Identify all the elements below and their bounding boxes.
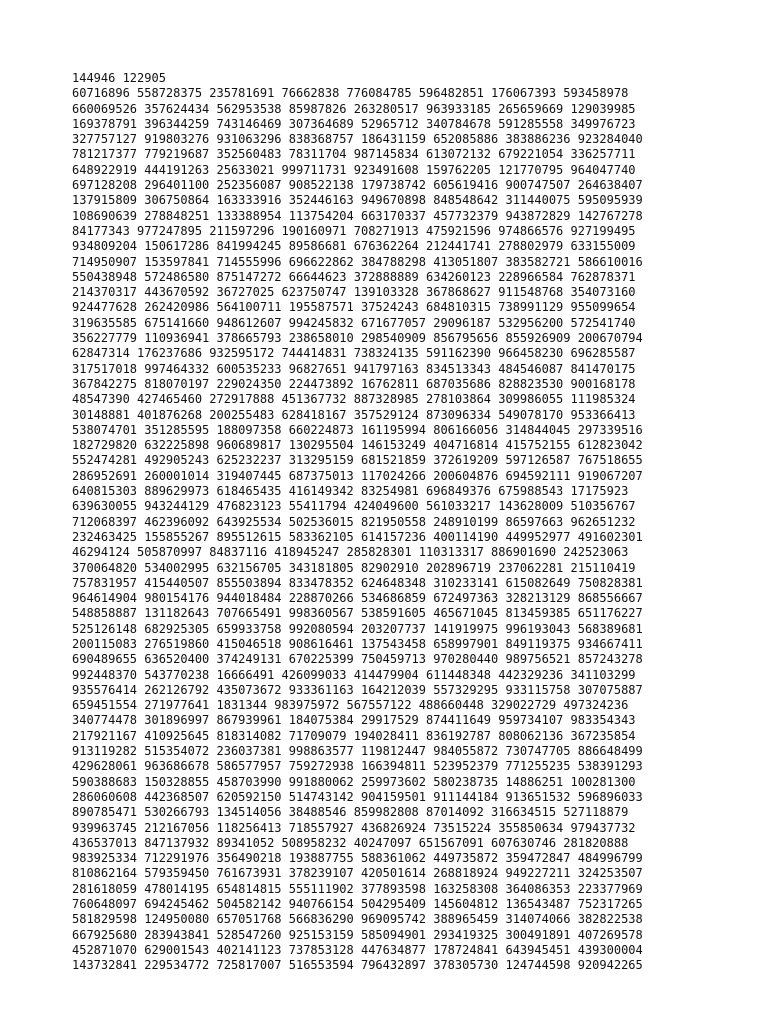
number-line: 200115083 276519860 415046518 908616461 137543458 658997901 849119375 934667411 <box>72 636 643 651</box>
number-line: 660069526 357624434 562953538 85987826 263280517 963933185 265659669 129039985 <box>72 101 636 116</box>
number-line: 30148881 401876268 200255483 628418167 357529124 873096334 549078170 953366413 <box>72 407 636 422</box>
number-line: 214370317 443670592 36727025 623750747 139103328 367868627 911548768 354073160 <box>72 285 636 300</box>
number-line: 964614904 980154176 944018484 228870266 534686859 672497363 328213129 868556667 <box>72 591 643 606</box>
number-line: 697128208 296401100 252356087 908522138 179738742 605619416 900747507 264638407 <box>72 178 643 193</box>
number-line: 690489655 636520400 374249131 670225399 750459713 970280440 989756521 857243278 <box>72 652 643 667</box>
number-line: 760648097 694245462 504582142 940766154 504295409 145604812 136543487 752317265 <box>72 897 643 912</box>
number-line: 552474281 492905243 625232237 313295159 681521859 372619209 597126587 767518655 <box>72 453 643 468</box>
number-line: 640815303 889629973 618465435 416149342 83254981 696849376 675988543 17175923 <box>72 484 629 499</box>
number-line: 340774478 301896997 867939961 184075384 29917529 874411649 959734107 983354343 <box>72 713 636 728</box>
number-line: 182729820 632225898 960689817 130295504 146153249 404716814 415752155 612823042 <box>72 438 643 453</box>
number-line: 913119282 515354072 236037381 998863577 119812447 984055872 730747705 886648499 <box>72 744 643 759</box>
number-line: 84177343 977247895 211597296 190160971 708271913 475921596 974866576 927199495 <box>72 223 636 238</box>
number-line: 46294124 505870997 84837116 418945247 285828301 110313317 886901690 242523063 <box>72 545 629 560</box>
number-line: 639630055 943244129 476823123 55411794 424049600 561033217 143628009 510356767 <box>72 499 636 514</box>
number-line: 757831957 415440507 855503894 833478352 624648348 310233141 615082649 750828381 <box>72 575 643 590</box>
number-line: 992448370 543770238 16666491 426099033 414479904 611448348 442329236 341103299 <box>72 667 636 682</box>
number-line: 934809204 150617286 841994245 89586681 676362264 212441741 278802979 633155009 <box>72 239 636 254</box>
number-line: 286060608 442368507 620592150 514743142 904159501 911144184 913651532 596896033 <box>72 789 643 804</box>
number-line: 429628061 963686678 586577957 759272938 166394811 523952379 771255235 538391293 <box>72 759 643 774</box>
number-line: 525126148 682925305 659933758 992080594 203207737 141919975 996193043 568389681 <box>72 621 643 636</box>
number-line: 983925334 712291976 356490218 193887755 588361062 449735872 359472847 484996799 <box>72 851 643 866</box>
number-line: 319635585 675141660 948612607 994245832 671677057 29096187 532956200 572541740 <box>72 315 636 330</box>
number-line: 232463425 155855267 895512615 583362105 614157236 400114190 449952977 491602301 <box>72 529 643 544</box>
number-line: 659451554 271977641 1831344 983975972 567557122 488660448 329022729 497324236 <box>72 698 629 713</box>
number-line: 286952691 260001014 319407445 687375013 117024266 200604876 694592111 919067207 <box>72 468 643 483</box>
number-line: 60716896 558728375 235781691 76662838 776084785 596482851 176067393 593458978 <box>72 86 629 101</box>
number-line: 781217377 779219687 352560483 78311704 987145834 613072132 679221054 336257711 <box>72 147 636 162</box>
number-line: 667925680 283943841 528547260 925153159 585094901 293419325 300491891 407269578 <box>72 927 643 942</box>
number-line: 143732841 229534772 725817007 516553594 796432897 378305730 124744598 920942265 <box>72 958 643 973</box>
number-line: 281618059 478014195 654814815 555111902 377893598 163258308 364086353 223377969 <box>72 881 643 896</box>
number-line: 452871070 629001543 402141123 737853128 447634877 178724841 643945451 439300004 <box>72 942 643 957</box>
number-line: 890785471 530266793 134514056 38488546 859982808 87014092 316634515 527118879 <box>72 805 629 820</box>
number-line: 144946 122905 <box>72 71 166 85</box>
number-line: 590388683 150328855 458703990 991880062 259973602 580238735 14886251 100281300 <box>72 774 636 789</box>
number-line: 548858887 131182643 707665491 998360567 538591605 465671045 813459385 651176227 <box>72 606 643 621</box>
number-line: 538074701 351285595 188097358 660224873 161195994 806166056 314844045 297339516 <box>72 422 643 437</box>
number-line: 924477628 262420986 564100711 195587571 37524243 684810315 738991129 955099654 <box>72 300 636 315</box>
number-line: 356227779 110936941 378665793 238658010 298540909 856795656 855926909 200670794 <box>72 331 643 346</box>
number-line: 327757127 919803276 931063296 838368757 186431159 652085886 383886236 923284040 <box>72 132 643 147</box>
number-line: 550438948 572486580 875147272 66644623 372888889 634260123 228966584 762878371 <box>72 269 636 284</box>
number-line: 169378791 396344259 743146469 307364689 52965712 340784678 591285558 349976723 <box>72 116 636 131</box>
number-line: 935576414 262126792 435073672 933361163 164212039 557329295 933115758 307075887 <box>72 682 643 697</box>
number-line: 317517018 997464332 600535233 96827651 941797163 834513343 484546087 841470175 <box>72 361 636 376</box>
number-line: 370064820 534002995 632156705 343181805 82902910 202896719 237062281 215110419 <box>72 560 636 575</box>
number-line: 939963745 212167056 118256413 718557927 436826924 73515224 355850634 979437732 <box>72 820 636 835</box>
number-line: 810862164 579359450 761673931 378239107 420501614 268818924 949227211 324253507 <box>72 866 643 881</box>
number-line: 367842275 818070197 229024350 224473892 16762811 687035686 828823530 900168178 <box>72 376 636 391</box>
number-line: 714950907 153597841 714555996 696622862 384788298 413051807 383582721 586610016 <box>72 254 643 269</box>
number-line: 712068397 462396092 643925534 502536015 821950558 248910199 86597663 962651232 <box>72 514 636 529</box>
number-line: 648922919 444191263 25633021 999711731 923491608 159762205 121770795 964047740 <box>72 162 636 177</box>
number-line: 217921167 410925645 818314082 71709079 194028411 836192787 808062136 367235854 <box>72 728 636 743</box>
number-line: 62847314 176237686 932595172 744414831 738324135 591162390 966458230 696285587 <box>72 346 636 361</box>
number-line: 48547390 427465460 272917888 451367732 887328985 278103864 309986055 111985324 <box>72 392 636 407</box>
number-line: 108690639 278848251 133388954 113754204 663170337 457732379 943872829 142767278 <box>72 208 643 223</box>
number-line: 581829598 124950080 657051768 566836290 969095742 388965459 314074066 382822538 <box>72 912 643 927</box>
number-lines-block <box>72 71 643 974</box>
number-line: 137915809 306750864 163333916 352446163 949670898 848548642 311440075 595095939 <box>72 193 643 208</box>
number-line: 436537013 847137932 89341052 508958232 40247097 651567091 607630746 281820888 <box>72 835 629 850</box>
